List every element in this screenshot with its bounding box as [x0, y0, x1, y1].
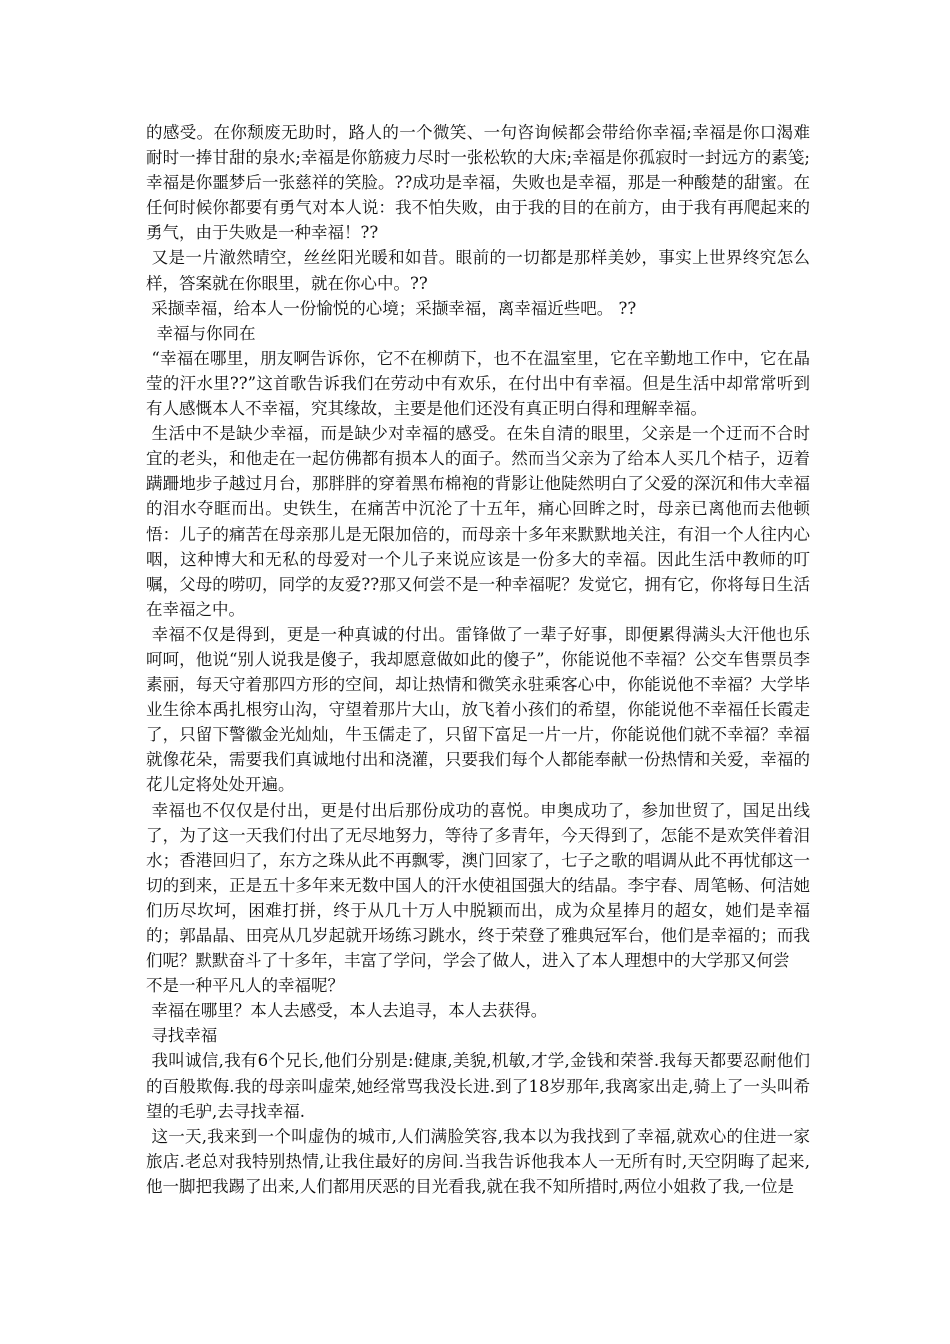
paragraph: 生活中不是缺少幸福，而是缺少对幸福的感受。在朱自清的眼里，父亲是一个迂而不合时宜的老头，和他走在一起仿佛都有损本人的面子。然而当父亲为了给本人买几个桔子，迈着蹒跚地步子越过月台，那胖胖的穿着黑布棉袍的背影让他陡然明白了父爱的深沉和伟大幸福的泪水夺眶而出。史铁生，在痛苦中沉沦了十五年，痛心回眸之时，母亲已离他而去他顿悟：儿子的痛苦在母亲那儿是无限加倍的，而母亲十多年来默默地关注，有泪一个人往内心咽，这种博大和无私的母爱对一个儿子来说应该是一份多大的幸福。因此生活中教师的叮嘱，父母的唠叨，同学的友爱??那又何尝不是一种幸福呢？发觉它，拥有它，你将每日生活在幸福之中。 — [146, 424, 810, 619]
document-page — [146, 120, 810, 1199]
paragraph: 幸福在哪里？本人去感受，本人去追寻，本人去获得。 — [146, 1001, 548, 1021]
paragraph: 的感受。在你颓废无助时，路人的一个微笑、一句咨询候都会带给你幸福;幸福是你口渴难耐时一捧甘甜的泉水;幸福是你筋疲力尽时一张松软的大床;幸福是你孤寂时一封远方的素笺;幸福是你噩梦后一张慈祥的笑脸。??成功是幸福，失败也是幸福，那是一种酸楚的甜蜜。在任何时候你都要有勇气对本人说：我不怕失败，由于我的目的在前方，由于我有再爬起来的勇气，由于失败是一种幸福！?? — [146, 123, 810, 243]
paragraph: “幸福在哪里，朋友啊告诉你，它不在柳荫下，也不在温室里，它在辛勤地工作中，它在晶莹的汗水里??”这首歌告诉我们在劳动中有欢乐，在付出中有幸福。但是生活中却常常听到有人感慨本人不幸福，究其缘故，主要是他们还没有真正明白得和理解幸福。 — [146, 348, 810, 419]
paragraph: 采撷幸福，给本人一份愉悦的心境；采撷幸福，离幸福近些吧。 ?? — [146, 298, 637, 318]
paragraph: 幸福也不仅仅是付出，更是付出后那份成功的喜悦。申奥成功了，参加世贸了，国足出线了，为了这一天我们付出了无尽地努力，等待了多青年，今天得到了，怎能不是欢笑伴着泪水；香港回归了，东方之珠从此不再飘零，澳门回家了，七子之歌的唱调从此不再忧郁这一切的到来，正是五十多年来无数中国人的汗水使祖国强大的结晶。李宇春、周笔畅、何洁她们历尽坎坷，困难打拼，终于从几十万人中脱颖而出，成为众星捧月的超女，她们是幸福的；郭晶晶、田亮从几岁起就开场练习跳水，终于荣登了雅典冠军台，他们是幸福的；而我们呢？默默奋斗了十多年，丰富了学问，学会了做人，进入了本人理想中的大学那又何尝 — [146, 800, 810, 971]
section-heading: 寻找幸福 — [146, 1026, 218, 1046]
paragraph: 不是一种平凡人的幸福呢？ — [146, 976, 344, 996]
paragraph: 这一天,我来到一个叫虚伪的城市,人们满脸笑容,我本以为我找到了幸福,就欢心的住进一家旅店.老总对我特别热情,让我住最好的房间.当我告诉他我本人一无所有时,天空阴晦了起来,他一脚把我踢了出来,人们都用厌恶的目光看我,就在我不知所措时,两位小姐救了我,一位是 — [146, 1126, 811, 1196]
paragraph: 又是一片澈然晴空，丝丝阳光暖和如昔。眼前的一切都是那样美妙，事实上世界终究怎么样，答案就在你眼里，就在你心中。?? — [146, 248, 810, 293]
section-heading: 幸福与你同在 — [146, 323, 256, 343]
paragraph: 我叫诚信,我有6个兄长,他们分别是:健康,美貌,机敏,才学,金钱和荣誉.我每天都要忍耐他们的百般欺侮.我的母亲叫虚荣,她经常骂我没长进.到了18岁那年,我离家出走,骑上了一头叫希望的毛驴,去寻找幸福. — [146, 1051, 810, 1121]
paragraph: 幸福不仅是得到，更是一种真诚的付出。雷锋做了一辈子好事，即便累得满头大汗他也乐呵呵，他说“别人说我是傻子，我却愿意做如此的傻子”，你能说他不幸福？公交车售票员李素丽，每天守着那四方形的空间，却让热情和微笑永驻乘客心中，你能说他不幸福？大学毕业生徐本禹扎根穷山沟，守望着那片大山，放飞着小孩们的希望，你能说他不幸福任长霞走了，只留下警徽金光灿灿，牛玉儒走了，只留下富足一片一片，你能说他们就不幸福？幸福就像花朵，需要我们真诚地付出和浇灌，只要我们每个人都能奉献一份热情和关爱，幸福的花儿定将处处开遍。 — [146, 624, 810, 795]
